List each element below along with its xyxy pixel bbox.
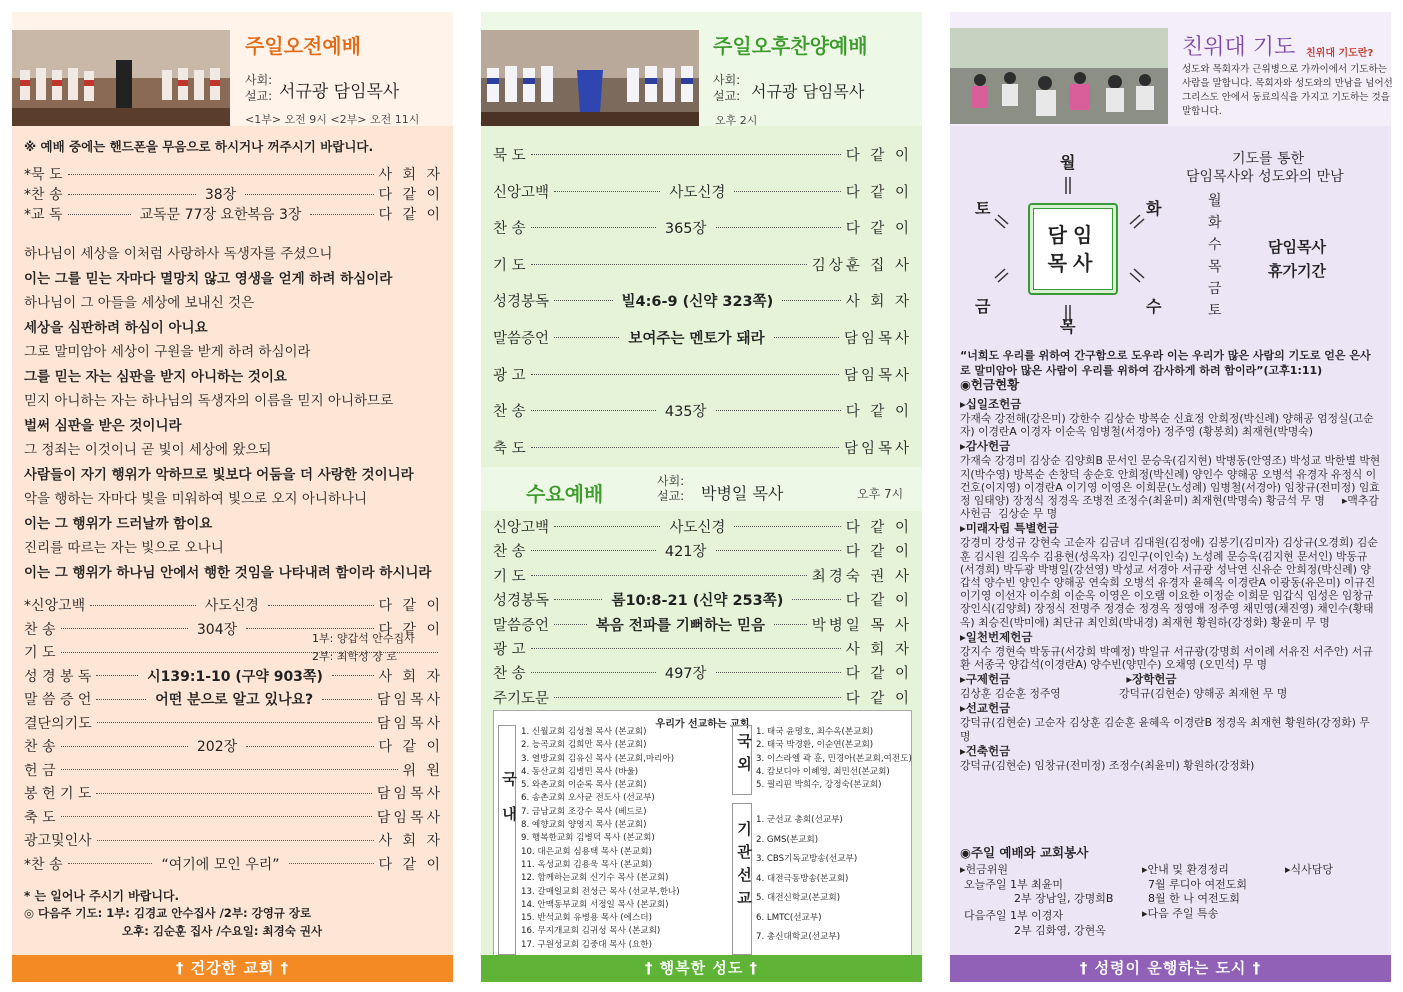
offering-heading: ▸일천번제헌금 (960, 629, 1033, 644)
scripture-quote: “너희도 우리를 위하여 간구함으로 도우라 이는 우리가 많은 사람의 기도로 얻은 은사로 말미암아 많은 사람이 우리를 위하여 감사하게 하려 함이라”(고후1:11) (960, 349, 1371, 377)
offering-names: 강덕규(김현순) 고순자 김상훈 김순훈 윤혜옥 이경란B 정경옥 최재현 황원하(강정화) 무 명 (960, 716, 1374, 743)
row-leader: 김상훈 집 사 (811, 257, 912, 274)
mission-item: 5. 대전신학교(본교회) (756, 893, 841, 903)
meet-line-2: 담임목사와 성도와의 만남 (1186, 169, 1344, 185)
row-dots (268, 605, 374, 606)
row-dots (782, 300, 841, 301)
day-sun: 목 (1060, 317, 1076, 336)
weekday-label: 토 (1208, 303, 1222, 319)
row-leader: 다 같 이 (378, 856, 443, 873)
next-prayer-2: 오후: 김순훈 집사 /수요일: 최경숙 권사 (122, 924, 323, 938)
order-row (493, 144, 912, 165)
row-label: 축 도 (493, 440, 526, 457)
offering-names: 가재숙 강전해(강은미) 강한수 김상순 방복순 신효정 안희정(박신례) 양해공 엄정실(고순자) 이경란A 이경자 이순옥 임병철(서경아) 정주영 (황봉희) 최재현(박명숙) (960, 412, 1374, 439)
desc-line-4: 말합니다. (1182, 106, 1222, 117)
row-dots (734, 526, 840, 527)
mission-item: 4. 동산교회 김병민 목사 (바울) (521, 766, 639, 777)
verse-line: 그로 말미암아 세상이 구원을 받게 하려 하심이라 (24, 344, 311, 360)
mission-item: 3. 이스라엘 곽 훈, 민경아(본교회,여전도) (756, 753, 912, 764)
desc-line-2: 사람을 말합니다. 목회자와 성도와의 만남을 넘어선 (1182, 78, 1393, 89)
day-mon: 월 (1060, 153, 1076, 172)
preacher-label: 설교: (713, 89, 741, 103)
mission-item: 17. 구원성교회 김중대 목사 (요한) (521, 939, 652, 950)
svc-h1: ▸헌금위원 (960, 863, 1009, 876)
row-leader: 담임목사 (843, 367, 912, 384)
row-dots (531, 550, 656, 551)
order-row (24, 783, 443, 803)
row-label: 광 고 (493, 642, 526, 658)
order-row (24, 619, 443, 639)
mission-churches-box (493, 710, 912, 958)
row-dots (68, 863, 153, 864)
row-leader: 담임목사 (376, 692, 444, 708)
svc-b2: 8월 한 나 여전도회 (1148, 892, 1240, 905)
row-label: 찬 송 (24, 621, 56, 638)
mission-item: 6. 송촌교회 오사균 전도사 (선교부) (521, 793, 655, 804)
row-content: 복음 전파를 기뻐하는 믿음 (595, 617, 765, 634)
row-leader: 다 같 이 (845, 593, 913, 610)
morning-header (12, 12, 453, 126)
row-dots (774, 624, 807, 625)
verse-line: 세상을 심판하려 하심이 아니요 (24, 319, 208, 336)
order-row (493, 565, 912, 586)
mission-item: 4. 캄보디아 이혜영, 최민선(본교회) (756, 766, 890, 777)
row-dots (97, 722, 372, 723)
service-times: <1부> 오전 9시 <2부> 오전 11시 (245, 113, 420, 126)
offering-heading: ▸감사헌금 (960, 439, 1011, 454)
row-dots (68, 214, 131, 215)
order-row (493, 254, 912, 275)
row-label: 헌 금 (24, 762, 56, 779)
mission-item: 2. 능곡교회 김희만 목사 (본교회) (521, 740, 647, 751)
row-label: *찬 송 (24, 856, 63, 873)
row-leader: 사 회 자 (845, 642, 912, 658)
order-row (24, 204, 443, 224)
row-dots (90, 605, 196, 606)
row-content: 시139:1-10 (구약 903쪽) (147, 668, 323, 685)
row-content: 202장 (196, 739, 238, 755)
mission-item: 1. 신월교회 김성철 목사 (본교회) (521, 727, 647, 737)
order-row (24, 642, 443, 662)
svc-h3: ▸식사담당 (1285, 863, 1334, 876)
day-wed: 수 (1146, 297, 1162, 316)
row-leader: 다 같 이 (378, 739, 444, 755)
row-label: 기 도 (493, 257, 526, 274)
order-row (24, 830, 443, 850)
row-leader: 최경숙 권 사 (811, 568, 912, 585)
mission-item: 2. GMS(본교회) (756, 834, 819, 845)
pastor-center-box (1028, 203, 1118, 295)
preacher-name: 서규광 담임목사 (751, 82, 865, 101)
row-label: 기 도 (493, 568, 526, 585)
footer-slogan: † 건강한 교회 † (12, 955, 453, 982)
row-label: 성경봉독 (493, 593, 550, 610)
row-leader: 다 같 이 (845, 690, 912, 707)
weekday-label: 금 (1208, 281, 1222, 297)
row-dots (61, 816, 372, 817)
svc-a1: 오늘주일 1부 최윤미 (964, 878, 1063, 891)
row-leader: 다 같 이 (378, 187, 444, 203)
row-label: 말 씀 증 언 (24, 692, 92, 708)
row-dots (246, 628, 373, 629)
afternoon-header (481, 12, 922, 126)
mission-item: 10. 대은교회 심용택 목사 (본교회) (521, 846, 652, 857)
offering-heading: ▸구제헌금 ▸장학헌금 (960, 672, 1177, 687)
mission-item: 11. 옥성교회 김용욱 목사 (본교회) (521, 859, 652, 870)
mission-item: 5. 필리핀 박희수, 강정숙(본교회) (756, 780, 882, 791)
row-content: 사도신경 (669, 184, 726, 201)
prayer-1: 1부: 양갑석 안수집사 (312, 632, 415, 645)
row-label: 광 고 (493, 367, 526, 384)
row-content: 교독문 77장 요한복음 3장 (139, 207, 302, 223)
row-leader: 사 회 자 (845, 294, 913, 311)
order-row (493, 614, 912, 635)
mission-item: 5. 와촌교회 이순록 목사 (본교회) (521, 780, 647, 791)
row-leader: 박병일 목 사 (811, 617, 912, 634)
org-label: 기관선교 (735, 821, 753, 913)
row-dots (554, 599, 602, 600)
row-label: 주기도문 (493, 690, 550, 707)
vacation-line-1: 담임목사 (1268, 238, 1326, 256)
row-dots (554, 300, 613, 301)
order-row (24, 164, 443, 184)
row-content: 빌4:6-9 (신약 323쪽) (621, 294, 774, 311)
svc-b1: 7월 루디아 여전도회 (1148, 878, 1247, 891)
wed-time: 오후 7시 (857, 487, 904, 501)
svc-a4: 2부 김화영, 강현옥 (1014, 924, 1106, 937)
row-label: 찬 송 (24, 739, 56, 755)
row-label: 찬 송 (493, 544, 526, 561)
verse-line: 진리를 따르는 자는 빛으로 오나니 (24, 540, 224, 556)
row-leader: 다 같 이 (845, 184, 912, 201)
mission-item: 1. 태국 윤명호, 최수옥(본교회) (756, 727, 874, 737)
service-time: 오후 2시 (715, 114, 758, 127)
order-row (493, 290, 912, 311)
foreign-label: 국외 (735, 733, 753, 779)
offering-heading: ▸선교헌금 (960, 701, 1011, 716)
row-leader: 담임목사 (843, 440, 912, 457)
row-leader: 다 같 이 (845, 666, 912, 683)
row-dots (310, 214, 373, 215)
row-leader: 사 회 자 (378, 833, 443, 849)
order-row (493, 327, 912, 348)
order-row (24, 807, 443, 827)
row-label: 축 도 (24, 809, 56, 826)
mission-title: 우리가 선교하는 교회 (655, 719, 750, 730)
mission-item: 9. 행복한교회 김병덕 목사 (본교회) (521, 833, 655, 844)
row-dots (554, 337, 619, 338)
verse-line: 그를 믿는 자는 심판을 받지 아니하는 것이요 (24, 368, 287, 385)
mission-item: 13. 갈매일교회 전성근 목사 (선교부,한나) (521, 886, 680, 897)
row-dots (716, 410, 841, 411)
row-dots (246, 746, 373, 747)
row-dots (734, 191, 840, 192)
weekday-label: 화 (1208, 215, 1222, 231)
offering-names: 가재숙 강경미 김상순 김양희B 문서인 문승욱(김지현) 박병동(안영조) 박성교 박한별 박현지(박수영) 방복순 손창덕 송순호 안희정(박신례) 양인수 양해공 오병석 유경자 유정식 이건호(이지영) 이경란A 이기영 이영은 이희문(노성례) 임병철(서경아) 임창규(전미정) 임효정 임태양) 장정식 정경옥 조병전 조정수(최윤미) 최재현(박명숙) 황금석 무 명 ▸맥추감사헌금 김상순 무 명 (960, 454, 1381, 521)
row-dots (554, 624, 587, 625)
order-row (24, 184, 443, 204)
row-leader: 다 같 이 (845, 148, 912, 164)
host-label: 사회: (245, 73, 273, 87)
question-text: 친위대 기도란? (1306, 48, 1374, 59)
order-row (493, 437, 912, 458)
row-label: 찬 송 (493, 221, 526, 238)
wednesday-header (481, 467, 922, 511)
mission-item: 15. 반석교회 유병용 목사 (에스더) (521, 913, 652, 924)
row-leader: 담임목사 (376, 809, 443, 826)
row-label: 찬 송 (493, 404, 526, 421)
mission-item: 7. 금남교회 조강수 목사 (베드로) (521, 806, 647, 817)
row-content: 497장 (664, 666, 707, 683)
row-leader: 사 회 자 (378, 167, 443, 183)
mission-item: 14. 안맥동부교회 서정일 목사 (본교회) (521, 899, 669, 910)
row-dots (531, 410, 656, 411)
preacher-name: 서규광 담임목사 (279, 82, 400, 102)
svc-h2: ▸안내 및 환경정리 (1142, 863, 1229, 876)
wed-host-label: 사회: (657, 474, 685, 488)
page-title: 주일오후찬양예배 (713, 34, 868, 58)
row-label: 결단의기도 (24, 715, 92, 732)
row-dots (716, 550, 841, 551)
morning-service-panel (12, 12, 453, 982)
verse-line: 이는 그 행위가 드러날까 함이요 (24, 515, 213, 532)
row-leader: 다 같 이 (845, 520, 912, 536)
row-dots (97, 840, 374, 841)
verse-line: 그 정죄는 이것이니 곧 빛이 세상에 왔으되 (24, 442, 272, 458)
order-row (24, 689, 443, 709)
row-dots (322, 699, 372, 700)
choir-photo-2 (481, 30, 699, 126)
center-line-1: 담임 (1047, 223, 1099, 247)
order-row (493, 662, 912, 683)
row-dots (531, 374, 839, 375)
row-leader: 다 같 이 (845, 404, 912, 421)
mission-item: 3. 열방교회 김유신 목사 (본교회,마리아) (521, 753, 675, 764)
page-title: 주일오전예배 (245, 34, 361, 58)
order-row (24, 854, 443, 874)
desc-line-3: 그리스도 안에서 동료의식을 가지고 기도하는 것을 (1182, 92, 1390, 103)
mission-item: 12. 함께하는교회 신기수 목사 (본교회) (521, 873, 669, 884)
vacation-line-2: 휴가기간 (1268, 262, 1326, 280)
row-leader: 담임목사 (376, 715, 443, 732)
row-dots (531, 575, 807, 576)
row-dots (68, 194, 196, 195)
mission-item: 6. LMTC(선교부) (756, 912, 822, 923)
offering-heading: ▸십일조헌금 (960, 397, 1022, 411)
row-label: *신앙고백 (24, 598, 86, 614)
afternoon-service-panel (481, 12, 922, 982)
row-label: 기 도 (24, 645, 56, 661)
row-leader: 다 같 이 (378, 207, 443, 223)
prayer-2: 2부: 최학성 장 로 (312, 650, 397, 663)
row-label: 성경봉독 (493, 294, 550, 311)
row-leader: 사 회 자 (378, 668, 444, 685)
row-dots (792, 599, 840, 600)
row-dots (289, 863, 374, 864)
order-row (493, 540, 912, 561)
svc-a3: 다음주일 1부 이경자 (964, 909, 1063, 922)
mission-item: 3. CBS기독교방송(선교부) (756, 854, 858, 864)
row-label: *찬 송 (24, 187, 63, 203)
wed-preacher-label: 설교: (657, 489, 685, 503)
row-content: 사도신경 (669, 520, 726, 536)
stand-notice: * 는 일어나 주시기 바랍니다. (24, 889, 180, 903)
row-label: 광고및인사 (24, 833, 92, 849)
verse-line: 이는 그를 믿는 자마다 멸망치 않고 영생을 얻게 하려 하심이라 (24, 270, 393, 287)
row-content: 보여주는 멘토가 돼라 (628, 331, 765, 347)
row-content: 어떤 분으로 알고 있나요? (155, 692, 314, 708)
offering-names: 강경미 강성규 강현숙 고순자 김금녀 김대원(김정애) 김봉기(김미자) 김상규(오경희) 김순훈 김시원 김옥수 김용현(성옥자) 김인구(이인숙) 노성례 문승욱(김지현 문서인) 박동규(서경희) 박두광 박병일(강선영) 박성교 서경아 서규광 성낙연 신유순 안희정(박신례) 양갑석 양수빈 양인수 양해공 연숙희 오병석 유경자 윤혜옥 이경란A 이광동(유은미) 이규진 이기영 이선자 이수희 이순옥 이영은 이오램 이요한 이정순 이희문 임갑식 임성은 임창규 장인식(김양희) 장정식 전명주 정경순 정경옥 정영애 정주영 채민영(채진영) 채인수(황태옥) 최승진(박미애) 최단규 최인희(박내경) 최재현 황원하(강정화) 황윤미 무 명 (960, 536, 1379, 629)
row-content: 421장 (664, 544, 707, 561)
meet-line-1: 기도를 통한 (1232, 151, 1305, 167)
verse-line: 믿지 아니하는 자는 하나님의 독생자의 이름을 믿지 아니하므로 (24, 393, 394, 409)
order-row (493, 217, 912, 238)
row-content: “여기에 모인 우리” (161, 856, 280, 873)
page-title: 친위대 기도 (1182, 35, 1296, 60)
day-tue: 화 (1146, 199, 1162, 218)
row-dots (531, 264, 807, 265)
offering-names: 강덕규(김현순) 임창규(전미정) 조정수(최윤미) 황원하(강정화) (960, 758, 1255, 772)
row-dots (774, 337, 839, 338)
row-leader: 다 같 이 (845, 544, 912, 561)
row-label: 말씀증언 (493, 617, 550, 634)
weekday-label: 월 (1208, 193, 1222, 209)
offering-title: ◉헌금현황 (960, 377, 1020, 392)
row-dots (96, 675, 138, 676)
order-row (493, 589, 912, 610)
row-dots (716, 227, 841, 228)
row-label: *묵 도 (24, 167, 63, 183)
next-prayer-1: ◎ 다음주 기도: 1부: 김경교 안수집사 /2부: 강영규 장로 (24, 906, 312, 920)
row-dots (531, 648, 841, 649)
order-row (493, 364, 912, 385)
verse-line: 이는 그 행위가 하나님 안에서 행한 것임을 나타내려 함이라 하시니라 (24, 564, 432, 581)
row-dots (531, 447, 839, 448)
desc-line-1: 성도와 목회자가 근위병으로 가까이에서 기도하는 (1182, 64, 1387, 75)
order-row (493, 638, 912, 659)
row-content: 365장 (664, 221, 707, 238)
day-fri: 금 (975, 297, 991, 316)
row-dots (531, 672, 656, 673)
row-dots (61, 769, 398, 770)
row-label: 성 경 봉 독 (24, 668, 92, 685)
row-label: 찬 송 (493, 666, 526, 683)
mission-item: 16. 무지개교회 김귀성 목사 (본교회) (521, 926, 661, 937)
mission-item: 2. 태국 박경환, 이순연(본교회) (756, 740, 874, 751)
row-leader: 다 같 이 (378, 621, 444, 638)
weekday-label: 목 (1208, 259, 1222, 275)
verse-line: 벌써 심판을 받은 것이니라 (24, 417, 182, 434)
center-line-2: 목사 (1047, 251, 1099, 275)
row-dots (554, 191, 660, 192)
row-dots (554, 526, 660, 527)
row-content: 435장 (664, 404, 707, 421)
row-label: 말씀증언 (493, 331, 550, 347)
wednesday-title: 수요예배 (526, 482, 604, 506)
order-row (24, 736, 443, 756)
row-content: 롬10:8-21 (신약 253쪽) (611, 593, 784, 610)
mission-item: 7. 총신대학교(선교부) (756, 932, 841, 942)
verse-line: 하나님이 그 아들을 세상에 보내신 것은 (24, 295, 255, 311)
row-dots (61, 652, 439, 653)
footer-slogan: † 행복한 성도 † (481, 955, 922, 982)
preacher-label: 설교: (245, 89, 273, 103)
verse-line: 사람들이 자기 행위가 악하므로 빛보다 어둠을 더 사랑한 것이니라 (24, 466, 414, 483)
row-leader: 담임목사 (376, 786, 443, 802)
order-row (24, 760, 443, 780)
verse-line: 악을 행하는 자마다 빛을 미워하여 빛으로 오지 아니하나니 (24, 491, 368, 507)
mission-item: 8. 예향교회 양영지 목사 (본교회) (521, 820, 647, 831)
row-leader: 위 원 (402, 762, 443, 779)
order-row (493, 181, 912, 202)
svc-a2: 2부 장남일, 강명희B (1014, 892, 1114, 905)
row-dots (531, 227, 656, 228)
mission-item: 4. 대전극동방송(본교회) (756, 873, 849, 884)
row-dots (531, 154, 841, 155)
row-leader: 다 같 이 (845, 221, 912, 238)
order-row (493, 516, 912, 537)
domestic-label: 국내 (500, 771, 518, 841)
row-dots (554, 697, 841, 698)
row-content: 304장 (196, 621, 238, 638)
row-leader: 다 같 이 (378, 598, 444, 614)
offering-names: 김상훈 김순훈 정주영 강덕규(김현순) 양해공 최재현 무 명 (960, 687, 1288, 701)
row-dots (716, 672, 841, 673)
order-row (24, 595, 443, 615)
row-label: *교 독 (24, 207, 63, 223)
row-label: 신앙고백 (493, 520, 550, 536)
footer-slogan: † 성령이 운행하는 도시 † (950, 955, 1391, 982)
host-label: 사회: (713, 73, 741, 87)
row-leader: 담임목사 (843, 331, 913, 347)
service-title: ◉주일 예배와 교회봉사 (960, 845, 1089, 860)
row-dots (332, 675, 374, 676)
weekday-label: 수 (1208, 237, 1222, 253)
row-content: 사도신경 (204, 598, 259, 614)
row-dots (68, 174, 374, 175)
row-content: 38장 (204, 187, 237, 203)
row-label: 봉 헌 기 도 (24, 786, 92, 802)
verse-line: 하나님이 세상을 이처럼 사랑하사 독생자를 주셨으니 (24, 246, 333, 262)
order-row (24, 713, 443, 733)
mission-item: 1. 군선교 총회(선교부) (756, 815, 843, 825)
svc-b3: ▸다음 주일 특송 (1142, 907, 1219, 920)
wed-preacher-name: 박병일 목사 (701, 484, 784, 503)
day-sat: 토 (975, 199, 991, 218)
order-row (493, 400, 912, 421)
row-dots (61, 746, 188, 747)
order-row (24, 666, 443, 686)
offering-names: 강지수 경현숙 박동규(서강희 박예정) 박일규 서규광(강명희 서이례 서유진 서주안) 서규환 서종국 양갑석(이경란A) 양수빈(양민수) 오채영 (오민석) 무 명 (960, 644, 1373, 672)
phone-notice: ※ 예배 중에는 핸드폰을 무음으로 하시거나 꺼주시기 바랍니다. (24, 139, 374, 154)
row-dots (96, 699, 146, 700)
row-dots (245, 194, 373, 195)
choir-photo (12, 30, 230, 126)
order-row (493, 687, 912, 708)
prayer-panel (950, 12, 1391, 982)
row-dots (61, 628, 188, 629)
offering-heading: ▸건축헌금 (960, 743, 1011, 758)
row-dots (96, 793, 371, 794)
row-label: 신앙고백 (493, 184, 550, 201)
row-label: 묵 도 (493, 148, 526, 164)
offering-heading: ▸미래자립 특별헌금 (960, 521, 1059, 536)
